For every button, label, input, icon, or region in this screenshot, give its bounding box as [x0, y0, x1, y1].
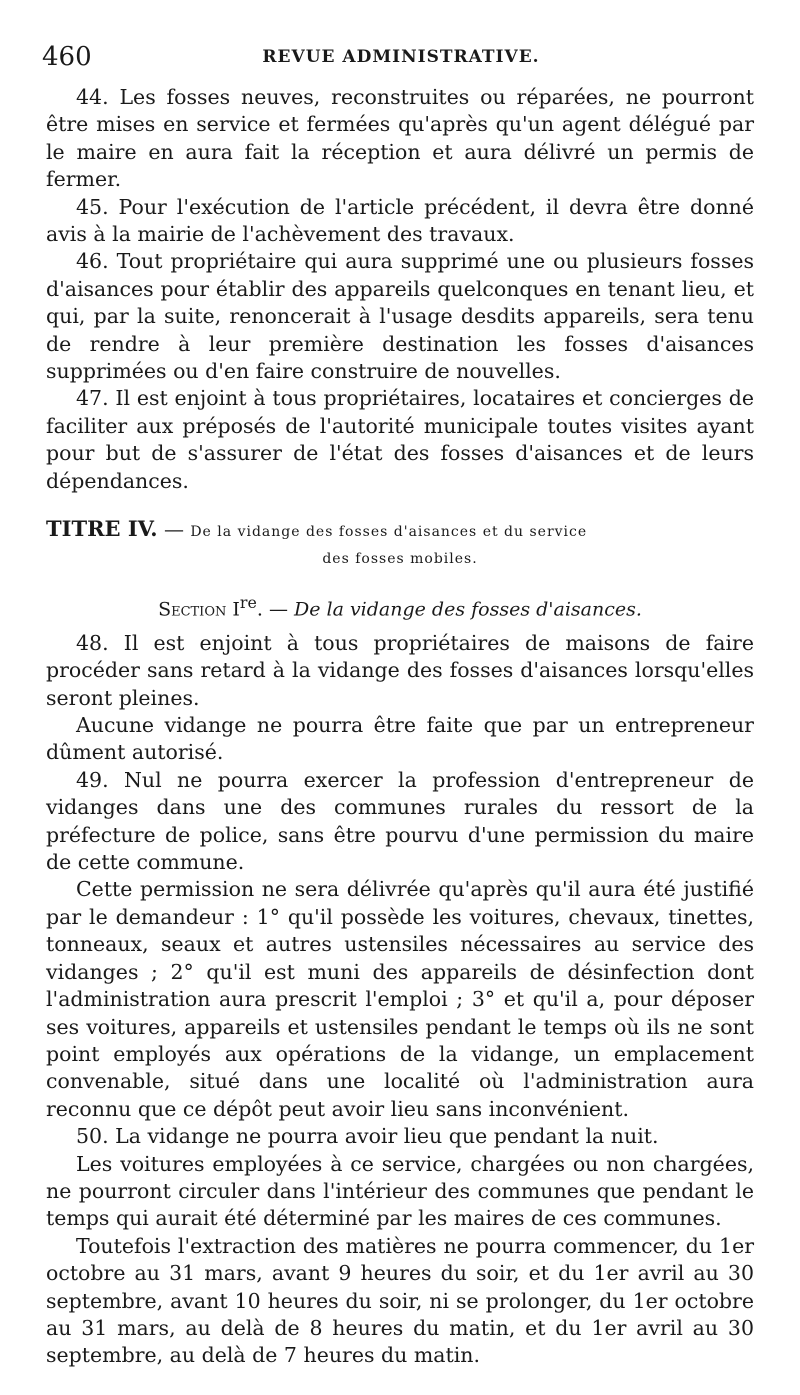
title-text-line1: De la vidange des fosses d'aisances et du service — [190, 524, 588, 541]
title-label: TITRE IV. — [46, 516, 158, 542]
article-50-cont-2: Toutefois l'extraction des matières ne pourra commencer, du 1er octobre au 31 mars, avant 9 heures du soir, et du 1er avril au 30 septembre, avant 10 heures du soir, ni se prolonger, du 1er octobre au 31 mars, au delà de 8 heures du matin, et du 1er avril au 30 septembre, au delà de 7 heures du matin. — [46, 1233, 754, 1368]
page-body — [46, 84, 754, 1370]
article-47: 47. Il est enjoint à tous propriétaires, locataires et concierges de faciliter aux préposés de l'autorité municipale toutes visites ayant pour but de s'assurer de l'état des fosses d'aisances et de leurs dépendances. — [46, 386, 754, 493]
title-dash: — — [163, 517, 184, 542]
article-48: 48. Il est enjoint à tous propriétaires de maisons de faire procéder sans retard à la vidange des fosses d'aisances lorsqu'elles seront pleines. — [46, 630, 754, 710]
article-48-cont: Aucune vidange ne pourra être faite que par un entrepreneur dûment autorisé. — [46, 713, 754, 765]
article-46: 46. Tout propriétaire qui aura supprimé une ou plusieurs fosses d'aisances pour établir des appareils quelconques en tenant lieu, et qui, par la suite, renoncerait à l'usage desdits appareils, sera tenu de rendre à leur première destination les fosses d'aisances supprimées ou d'en faire construire de nouvelles. — [46, 249, 754, 384]
article-45: 45. Pour l'exécution de l'article précédent, il devra être donné avis à la mairie de l'achèvement des travaux. — [46, 194, 754, 247]
running-head: REVUE ADMINISTRATIVE. — [262, 47, 540, 67]
article-50-cont-1: Les voitures employées à ce service, chargées ou non chargées, ne pourront circuler dans l'intérieur des communes que pendant le temps qui aurait été déterminé par les maires de ces communes. — [46, 1151, 754, 1231]
section-dash: — — [268, 597, 288, 620]
section-heading — [46, 590, 754, 622]
article-50: 50. La vidange ne pourra avoir lieu que pendant la nuit. — [76, 1124, 659, 1149]
article-49-cont: Cette permission ne sera délivrée qu'après qu'il aura été justifié par le demandeur : 1° qu'il possède les voitures, chevaux, tinettes, tonneaux, seaux et autres ustensiles nécessaires au service des vidanges ; 2° qu'il est muni des appareils de désinfection dont l'administration aura prescrit l'emploi ; 3° et qu'il a, pour déposer ses voitures, appareils et ustensiles pendant le temps où ils ne sont point employés aux opérations de la vidange, un emplacement convenable, situé dans une localité où l'administration aura reconnu que ce dépôt peut avoir lieu sans inconvénient. — [46, 877, 754, 1121]
section-title: De la vidange des fosses d'aisances. — [293, 597, 642, 620]
page-number: 460 — [42, 42, 92, 72]
section-label-sup: re — [239, 592, 257, 612]
title-text-line2: des fosses mobiles. — [322, 551, 478, 568]
title-heading — [46, 515, 754, 546]
article-44: 44. Les fosses neuves, reconstruites ou réparées, ne pourront être mises en service et fermées qu'après qu'un agent délégué par le maire en aura fait la réception et aura délivré un permis de fermer. — [46, 85, 754, 192]
section-label: Section I — [158, 597, 240, 620]
page-header — [42, 42, 760, 74]
article-49: 49. Nul ne pourra exercer la profession d'entrepreneur de vidanges dans une des communes rurales du ressort de la préfecture de police, sans être pourvu d'une permission du maire de cette commune. — [46, 767, 754, 875]
section-dot: . — [256, 597, 263, 620]
